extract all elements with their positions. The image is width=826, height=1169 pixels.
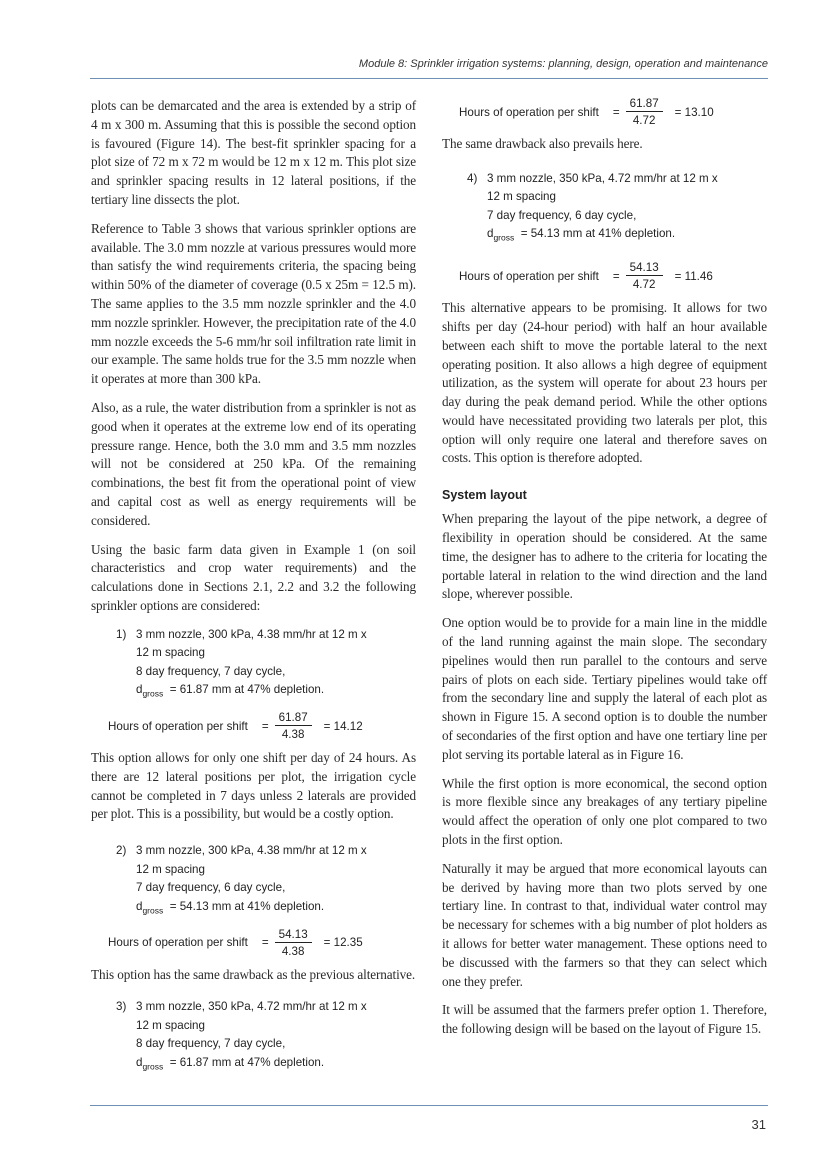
left-column — [91, 97, 416, 1084]
paragraph: Also, as a rule, the water distribution from a sprinkler is not as good when it operates at the extreme low end of its operating pressure range. Hence, both the 3.0 mm and 3.5 mm nozzles will not be considered at 250 kPa. Of the remaining combinations, the best fit from the operational point of view and capital cost as well as energy requirements will be considered. — [91, 399, 416, 528]
option-line: 12 m spacing — [136, 646, 205, 660]
hours-formula-2: Hours of operation per shift = $\frac{54.13}{4.38}$ = 12.35 — [108, 927, 363, 958]
sprinkler-option-2: 2) 3 mm nozzle, 300 kPa, 4.38 mm/hr at 12 m x 12 m spacing 7 day frequency, 6 day cycle, $d_{gross} = 54.13$ mm at 41% depletion. — [116, 844, 367, 916]
option-line: 8 day frequency, 7 day cycle, — [136, 664, 286, 678]
option-number: 1) — [116, 627, 127, 641]
paragraph: This option allows for only one shift per day of 24 hours. As there are 12 lateral positions per plot, the irrigation cycle cannot be completed in 7 days unless 2 laterals are provided per plot. This is a possibility, but would be a costly option. — [91, 750, 416, 822]
paragraph: This alternative appears to be promising. It allows for two shifts per day (24-hour period) with half an hour available between each shift to move the portable lateral to the next operating position. It also allows a high degree of equipment utilization, as the system will operate for about 23 hours per day during the peak demand period. While the other options would have necessitated providing two laterals per plot, this option will only require one lateral and therefore saves on costs. This option is therefore adopted. — [442, 300, 767, 466]
paragraph: plots can be demarcated and the area is extended by a strip of 4 m x 300 m. Assuming that this is possible the second option is favoured (Figure 14). The best-fit sprinkler spacing for a plot size of 72 m x 72 m would be 12 m x 12 m. This plot size and sprinkler spacing results in 12 lateral positions, if the tertiary line dissects the plot. — [91, 98, 416, 207]
hours-formula-3: Hours of operation per shift = $\frac{61.87}{4.72}$ = 13.10 — [459, 97, 714, 127]
paragraph: Using the basic farm data given in Example 1 (on soil characteristics and crop water requirements) and the calculations done in Sections 2.1, 2.2 and 3.2 the following sprinkler options are considered: — [91, 541, 416, 613]
option-line: 3 mm nozzle, 300 kPa, 4.38 mm/hr at 12 m x — [136, 627, 367, 641]
sprinkler-option-4: 4) 3 mm nozzle, 350 kPa, 4.72 mm/hr at 12 m x 12 m spacing 7 day frequency, 6 day cycle, $d_{gross} = 54.13$ mm at 41% depletion. — [467, 171, 718, 243]
paragraph: Reference to Table 3 shows that various sprinkler options are available. The 3.0 mm nozzle at various pressures would more than satisfy the wind requirements criteria, the spacing being within 50% of the diameter of coverage (0.5 x 25m = 12.5 m). The same applies to the 3.5 mm nozzle sprinkler and the 4.0 mm nozzle sprinkler. However, the precipitation rate of the 4.0 mm nozzle exceeds the 5-6 mm/hr soil infiltration rate limit in our example. The same holds true for the 3.5 mm nozzle when it operates at more than 300 kPa. — [91, 220, 416, 387]
sprinkler-option-1 — [91, 626, 416, 703]
footer-rule — [90, 1105, 768, 1106]
hours-formula-1: Hours of operation per shift = $\frac{61.87}{4.38}$ = 14.12 — [108, 711, 363, 742]
paragraph: This option has the same drawback as the previous alternative. — [91, 966, 416, 982]
paragraph: When preparing the layout of the pipe network, a degree of flexibility in operation should be considered. At the same time, the designer has to adhere to the criteria for locating the portable lateral in relation to the wind direction and the land slope, wherever possible. — [442, 511, 767, 602]
paragraph: While the first option is more economical, the second option is more flexible since any breakages of any tertiary pipeline would affect the operation of only one plot compared to two plots in the first option. — [442, 775, 767, 848]
paragraph: The same drawback also prevails here. — [442, 136, 643, 151]
section-heading: System layout — [442, 488, 527, 503]
header-rule — [90, 78, 768, 79]
option-dgross-line: $d_{gross} = 61.87$ mm at 47% depletion. — [136, 683, 325, 699]
page-number: 31 — [751, 1117, 766, 1132]
sprinkler-option-3: 3) 3 mm nozzle, 350 kPa, 4.72 mm/hr at 12 m x 12 m spacing 8 day frequency, 7 day cycle, $d_{gross} = 61.87$ mm at 47% depletion. — [116, 1000, 367, 1072]
right-column — [442, 97, 767, 1049]
hours-formula-4: Hours of operation per shift = $\frac{54.13}{4.72}$ = 11.46 — [459, 261, 713, 292]
paragraph: One option would be to provide for a main line in the middle of the land running against the main slope. The secondary pipelines would then run parallel to the contours and serve pairs of plots on each side. Tertiary pipelines would take off from the secondary line and supply the lateral of each plot as shown in Figure 15. A second option is to double the number of secondaries of the first option and have one tertiary line per plot serving its portable lateral as in Figure 16. — [442, 615, 767, 762]
paragraph: It will be assumed that the farmers prefer option 1. Therefore, the following design will be based on the layout of Figure 15. — [442, 1002, 767, 1037]
running-header: Module 8: Sprinkler irrigation systems: planning, design, operation and maintenance — [358, 58, 768, 70]
paragraph: Naturally it may be argued that more economical layouts can be derived by having more than two plots served by one tertiary line. In contrast to that, individual water control may be necessary for schemes with a big number of plot holders as it allows for better water management. These options need to be discussed with the farmers so that they can select which one they prefer. — [442, 860, 767, 989]
